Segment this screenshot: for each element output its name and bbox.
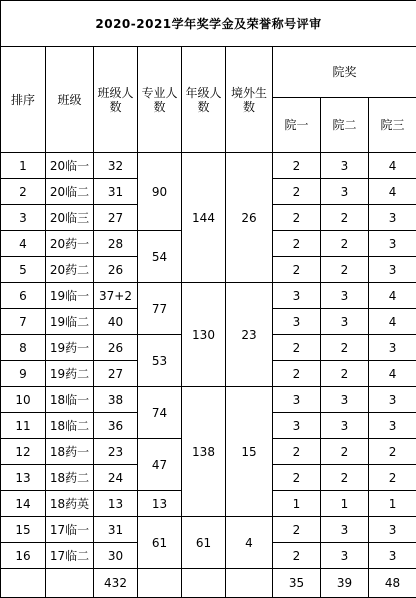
- college-3-cell: 4: [369, 153, 416, 179]
- major-count-cell: 47: [138, 439, 182, 491]
- college-1-cell: 2: [273, 439, 321, 465]
- header-grade-count: 年级人数: [182, 47, 226, 153]
- class-count-cell: 37+2: [94, 283, 138, 309]
- college-3-cell: 3: [369, 387, 416, 413]
- class-count-cell: 27: [94, 205, 138, 231]
- college-2-cell: 2: [321, 205, 369, 231]
- empty-cell: [1, 569, 46, 598]
- college-1-cell: 2: [273, 465, 321, 491]
- class-cell: 18药二: [46, 465, 94, 491]
- class-cell: 20临一: [46, 153, 94, 179]
- header-class-count: 班级人数: [94, 47, 138, 153]
- college-2-cell: 3: [321, 413, 369, 439]
- class-cell: 17临一: [46, 517, 94, 543]
- header-college-award: 院奖: [273, 47, 416, 98]
- class-count-cell: 28: [94, 231, 138, 257]
- class-cell: 19药二: [46, 361, 94, 387]
- total-college-3: 48: [369, 569, 416, 598]
- major-count-cell: 53: [138, 335, 182, 387]
- college-2-cell: 3: [321, 517, 369, 543]
- class-count-cell: 38: [94, 387, 138, 413]
- rank-cell: 4: [1, 231, 46, 257]
- college-1-cell: 2: [273, 153, 321, 179]
- empty-cell: [138, 569, 182, 598]
- class-cell: 19临二: [46, 309, 94, 335]
- college-2-cell: 2: [321, 257, 369, 283]
- rank-cell: 6: [1, 283, 46, 309]
- college-3-cell: 3: [369, 517, 416, 543]
- class-count-cell: 23: [94, 439, 138, 465]
- class-cell: 17临二: [46, 543, 94, 569]
- class-cell: 20药一: [46, 231, 94, 257]
- college-3-cell: 3: [369, 205, 416, 231]
- college-3-cell: 2: [369, 465, 416, 491]
- rank-cell: 9: [1, 361, 46, 387]
- header-overseas-count: 境外生数: [226, 47, 273, 153]
- grade-count-cell: 61: [182, 517, 226, 569]
- rank-cell: 8: [1, 335, 46, 361]
- empty-cell: [226, 569, 273, 598]
- header-college-3: 院三: [369, 98, 416, 153]
- college-1-cell: 2: [273, 335, 321, 361]
- college-3-cell: 3: [369, 413, 416, 439]
- empty-cell: [182, 569, 226, 598]
- college-2-cell: 2: [321, 361, 369, 387]
- rank-cell: 13: [1, 465, 46, 491]
- header-college-1: 院一: [273, 98, 321, 153]
- college-2-cell: 2: [321, 231, 369, 257]
- college-3-cell: 4: [369, 361, 416, 387]
- class-cell: 20临二: [46, 179, 94, 205]
- header-rank: 排序: [1, 47, 46, 153]
- total-college-1: 35: [273, 569, 321, 598]
- grade-count-cell: 130: [182, 283, 226, 387]
- class-count-cell: 26: [94, 335, 138, 361]
- college-2-cell: 2: [321, 465, 369, 491]
- college-2-cell: 3: [321, 179, 369, 205]
- major-count-cell: 54: [138, 231, 182, 283]
- college-1-cell: 2: [273, 517, 321, 543]
- college-2-cell: 2: [321, 439, 369, 465]
- rank-cell: 11: [1, 413, 46, 439]
- overseas-count-cell: 15: [226, 387, 273, 517]
- rank-cell: 3: [1, 205, 46, 231]
- college-1-cell: 2: [273, 361, 321, 387]
- college-3-cell: 2: [369, 439, 416, 465]
- college-3-cell: 1: [369, 491, 416, 517]
- header-class: 班级: [46, 47, 94, 153]
- overseas-count-cell: 4: [226, 517, 273, 569]
- grade-count-cell: 144: [182, 153, 226, 283]
- total-class-count: 432: [94, 569, 138, 598]
- table-row: [1, 517, 416, 543]
- college-3-cell: 4: [369, 179, 416, 205]
- class-cell: 18临二: [46, 413, 94, 439]
- college-1-cell: 1: [273, 491, 321, 517]
- class-count-cell: 31: [94, 517, 138, 543]
- major-count-cell: 74: [138, 387, 182, 439]
- major-count-cell: 61: [138, 517, 182, 569]
- college-1-cell: 3: [273, 387, 321, 413]
- college-1-cell: 3: [273, 413, 321, 439]
- overseas-count-cell: 23: [226, 283, 273, 387]
- class-cell: 19药一: [46, 335, 94, 361]
- college-2-cell: 3: [321, 153, 369, 179]
- class-count-cell: 31: [94, 179, 138, 205]
- grade-count-cell: 138: [182, 387, 226, 517]
- total-college-2: 39: [321, 569, 369, 598]
- empty-cell: [46, 569, 94, 598]
- college-3-cell: 4: [369, 283, 416, 309]
- college-2-cell: 3: [321, 387, 369, 413]
- class-count-cell: 13: [94, 491, 138, 517]
- rank-cell: 2: [1, 179, 46, 205]
- major-count-cell: 13: [138, 491, 182, 517]
- college-1-cell: 2: [273, 231, 321, 257]
- rank-cell: 5: [1, 257, 46, 283]
- table-title: 2020-2021学年奖学金及荣誉称号评审: [1, 1, 416, 47]
- rank-cell: 16: [1, 543, 46, 569]
- class-count-cell: 36: [94, 413, 138, 439]
- class-count-cell: 26: [94, 257, 138, 283]
- overseas-count-cell: 26: [226, 153, 273, 283]
- rank-cell: 12: [1, 439, 46, 465]
- major-count-cell: 90: [138, 153, 182, 231]
- rank-cell: 7: [1, 309, 46, 335]
- rank-cell: 15: [1, 517, 46, 543]
- rank-cell: 1: [1, 153, 46, 179]
- college-3-cell: 3: [369, 543, 416, 569]
- class-cell: 20临三: [46, 205, 94, 231]
- college-1-cell: 2: [273, 205, 321, 231]
- college-2-cell: 1: [321, 491, 369, 517]
- college-2-cell: 3: [321, 309, 369, 335]
- college-3-cell: 3: [369, 231, 416, 257]
- table-row: [1, 387, 416, 413]
- class-count-cell: 24: [94, 465, 138, 491]
- class-count-cell: 32: [94, 153, 138, 179]
- class-cell: 18临一: [46, 387, 94, 413]
- college-3-cell: 4: [369, 309, 416, 335]
- college-1-cell: 3: [273, 309, 321, 335]
- class-cell: 20药二: [46, 257, 94, 283]
- class-cell: 19临一: [46, 283, 94, 309]
- table-row: [1, 283, 416, 309]
- college-2-cell: 2: [321, 335, 369, 361]
- college-2-cell: 3: [321, 543, 369, 569]
- header-college-2: 院二: [321, 98, 369, 153]
- rank-cell: 10: [1, 387, 46, 413]
- college-1-cell: 3: [273, 283, 321, 309]
- class-count-cell: 40: [94, 309, 138, 335]
- major-count-cell: 77: [138, 283, 182, 335]
- college-3-cell: 3: [369, 335, 416, 361]
- college-1-cell: 2: [273, 179, 321, 205]
- class-cell: 18药英: [46, 491, 94, 517]
- college-2-cell: 3: [321, 283, 369, 309]
- college-1-cell: 2: [273, 543, 321, 569]
- header-major-count: 专业人数: [138, 47, 182, 153]
- class-cell: 18药一: [46, 439, 94, 465]
- college-1-cell: 2: [273, 257, 321, 283]
- table-row: [1, 153, 416, 179]
- rank-cell: 14: [1, 491, 46, 517]
- totals-row: [1, 569, 416, 598]
- class-count-cell: 30: [94, 543, 138, 569]
- class-count-cell: 27: [94, 361, 138, 387]
- college-3-cell: 3: [369, 257, 416, 283]
